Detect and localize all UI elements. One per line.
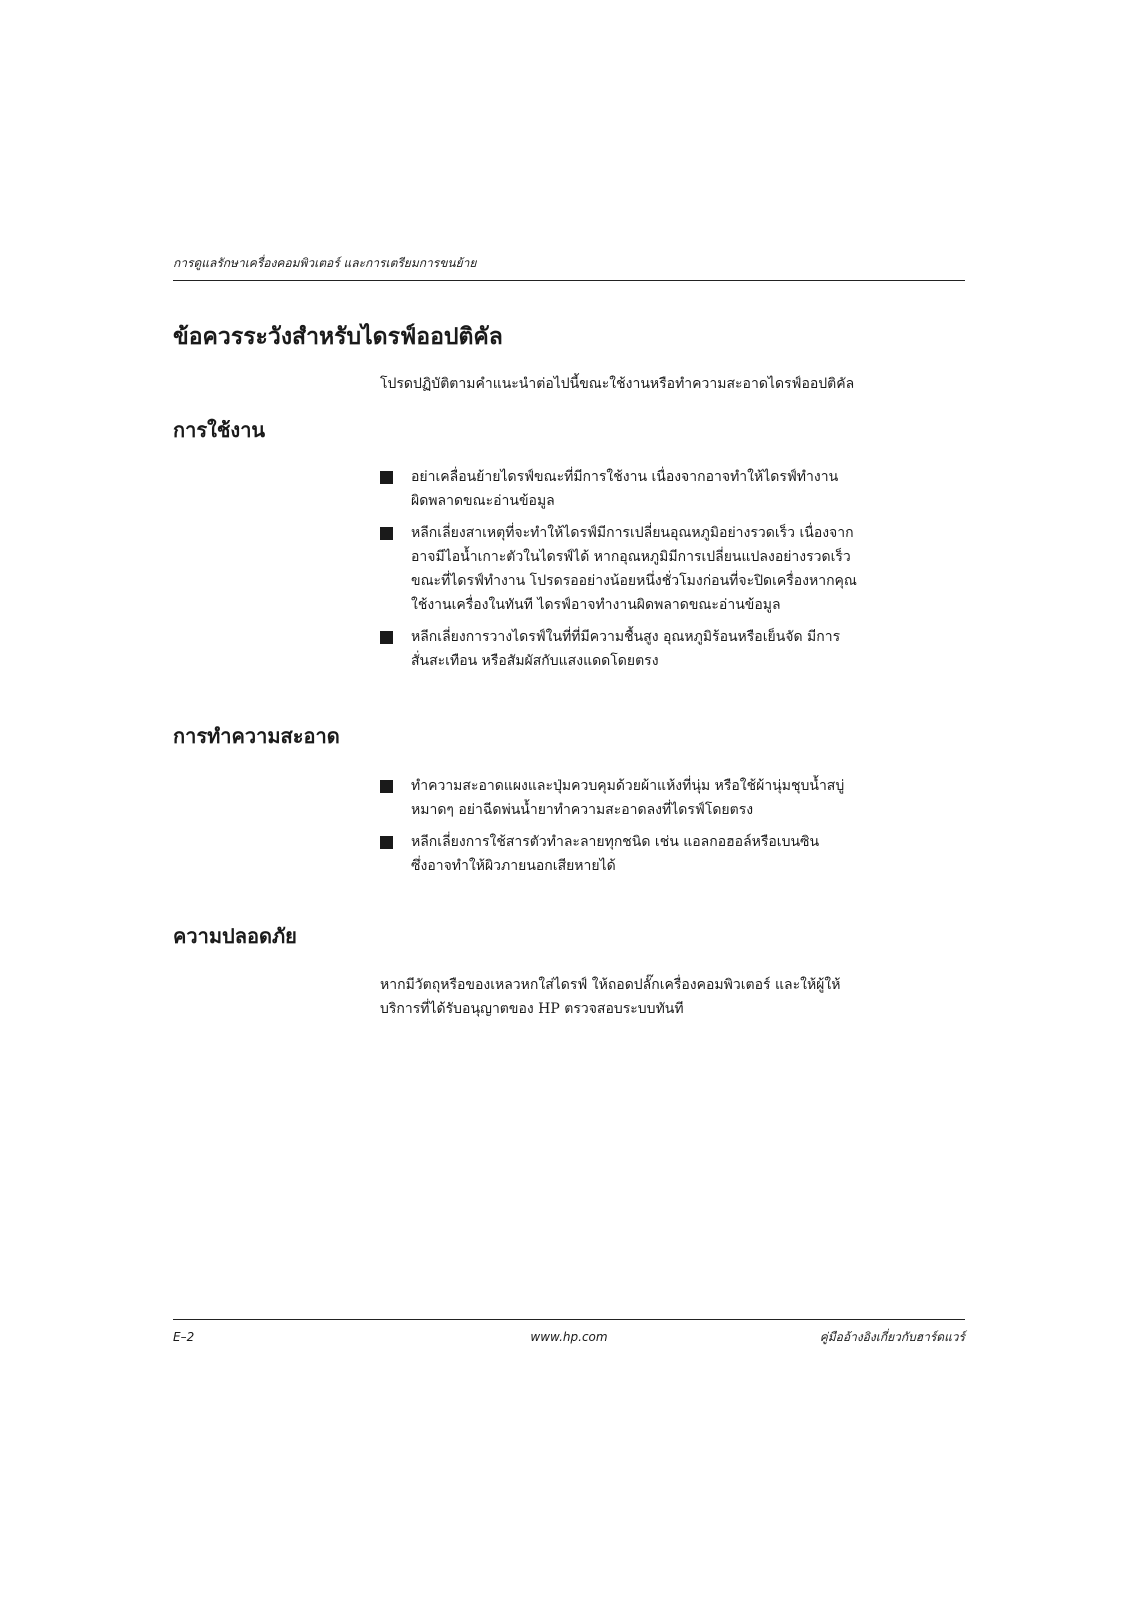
bullet-text xyxy=(411,774,965,822)
list-item xyxy=(380,774,965,822)
section-heading-cleaning: การทำความสะอาด xyxy=(173,724,340,748)
text-line: หลีกเลี่ยงการวางไดรฟ์ในที่ที่มีความชื้นสูง อุณหภูมิร้อนหรือเย็นจัด มีการ xyxy=(411,629,841,645)
text-line: ทำความสะอาดแผงและปุ่มควบคุมด้วยผ้าแห้งที่นุ่ม หรือใช้ผ้านุ่มชุบน้ำสบู่ xyxy=(411,778,845,794)
text-line: บริการที่ได้รับอนุญาตของ HP ตรวจสอบระบบทันที xyxy=(380,1001,684,1017)
safety-paragraph xyxy=(380,973,965,1021)
bullet-text xyxy=(411,830,965,878)
list-item xyxy=(380,625,965,673)
page-title: ข้อควรระวังสำหรับไดรฟ์ออปติคัล xyxy=(173,324,503,350)
square-bullet-icon xyxy=(380,527,393,540)
list-item xyxy=(380,465,965,513)
footer-divider xyxy=(173,1319,965,1320)
list-item xyxy=(380,521,965,617)
bullet-text xyxy=(411,625,965,673)
list-item xyxy=(380,830,965,878)
square-bullet-icon xyxy=(380,780,393,793)
text-line: ใช้งานเครื่องในทันที ไดรฟ์อาจทำงานผิดพลาดขณะอ่านข้อมูล xyxy=(411,597,781,613)
cleaning-bullet-list xyxy=(380,774,965,886)
intro-paragraph: โปรดปฏิบัติตามคำแนะนำต่อไปนี้ขณะใช้งานหรือทำความสะอาดไดรฟ์ออปติคัล xyxy=(380,376,855,392)
running-header: การดูแลรักษาเครื่องคอมพิวเตอร์ และการเตรียมการขนย้าย xyxy=(173,254,965,281)
section-heading-operation: การใช้งาน xyxy=(173,418,266,442)
bullet-text xyxy=(411,465,965,513)
square-bullet-icon xyxy=(380,836,393,849)
text-line: ขณะที่ไดรฟ์ทำงาน โปรดรออย่างน้อยหนึ่งชั่วโมงก่อนที่จะปิดเครื่องหากคุณ xyxy=(411,573,857,589)
guide-title: คู่มืออ้างอิงเกี่ยวกับฮาร์ดแวร์ xyxy=(819,1330,965,1344)
text-line: หมาดๆ อย่าฉีดพ่นน้ำยาทำความสะอาดลงที่ไดรฟ์โดยตรง xyxy=(411,802,754,818)
text-line: หลีกเลี่ยงการใช้สารตัวทำละลายทุกชนิด เช่น แอลกอฮอล์หรือเบนซิน xyxy=(411,834,820,850)
text-line: อย่าเคลื่อนย้ายไดรฟ์ขณะที่มีการใช้งาน เนื่องจากอาจทำให้ไดรฟ์ทำงาน xyxy=(411,469,839,485)
square-bullet-icon xyxy=(380,631,393,644)
page-footer xyxy=(173,1328,965,1348)
text-line: สั่นสะเทือน หรือสัมผัสกับแสงแดดโดยตรง xyxy=(411,653,659,669)
text-line: ซึ่งอาจทำให้ผิวภายนอกเสียหายได้ xyxy=(411,858,616,874)
text-line: หากมีวัตถุหรือของเหลวหกใส่ไดรฟ์ ให้ถอดปลั๊กเครื่องคอมพิวเตอร์ และให้ผู้ให้ xyxy=(380,977,841,993)
square-bullet-icon xyxy=(380,471,393,484)
text-line: ผิดพลาดขณะอ่านข้อมูล xyxy=(411,493,555,509)
text-line: อาจมีไอน้ำเกาะตัวในไดรฟ์ได้ หากอุณหภูมิมีการเปลี่ยนแปลงอย่างรวดเร็ว xyxy=(411,549,851,565)
bullet-text xyxy=(411,521,965,617)
operation-bullet-list xyxy=(380,465,965,681)
website-url: www.hp.com xyxy=(530,1330,608,1344)
section-heading-safety: ความปลอดภัย xyxy=(173,924,297,948)
page-number: E–2 xyxy=(173,1330,195,1344)
text-line: หลีกเลี่ยงสาเหตุที่จะทำให้ไดรฟ์มีการเปลี่ยนอุณหภูมิอย่างรวดเร็ว เนื่องจาก xyxy=(411,525,854,541)
